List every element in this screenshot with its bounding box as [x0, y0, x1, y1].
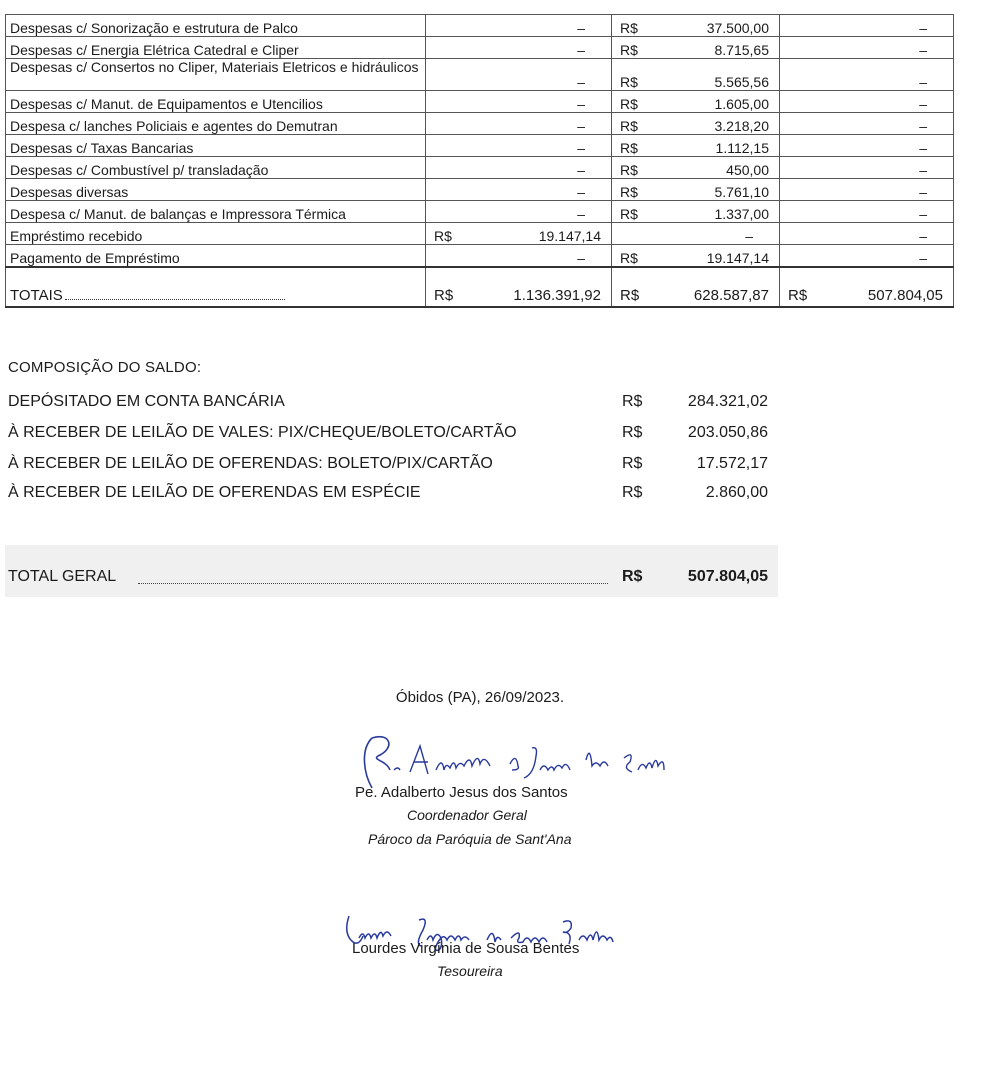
table-row	[6, 223, 954, 245]
ledger-cell-expenses	[612, 201, 780, 223]
amount: 1.337,00	[714, 206, 769, 222]
currency-symbol: R$	[434, 286, 454, 304]
ledger-cell-description: Despesas diversas	[6, 179, 426, 201]
ledger-cell-expenses	[612, 59, 780, 91]
currency-symbol: R$	[622, 484, 643, 501]
signer1-role: Coordenador Geral	[407, 807, 527, 823]
dash: –	[577, 74, 585, 90]
composition-row	[8, 484, 778, 506]
amount: 19.147,14	[538, 228, 601, 244]
amount: 5.565,56	[714, 74, 769, 90]
ledger-cell-expenses	[612, 91, 780, 113]
dash: –	[577, 96, 585, 112]
table-row	[6, 37, 954, 59]
signer2-role: Tesoureira	[437, 963, 503, 979]
composition-row	[8, 455, 778, 477]
totals-row	[6, 267, 954, 307]
ledger-cell-receipts	[426, 113, 612, 135]
composition-value: 17.572,17	[696, 455, 768, 472]
currency-symbol: R$	[620, 162, 638, 178]
ledger-cell-description: Despesa c/ lanches Policiais e agentes do Demutran	[6, 113, 426, 135]
total-geral-value: 507.804,05	[687, 568, 768, 585]
ledger-cell-description: Pagamento de Empréstimo	[6, 245, 426, 267]
table-row	[6, 201, 954, 223]
composition-value: 203.050,86	[687, 424, 768, 441]
ledger-cell-receipts	[426, 91, 612, 113]
dash: –	[919, 20, 927, 36]
ledger-cell-balance	[780, 223, 954, 245]
currency-symbol: R$	[622, 424, 643, 441]
dash: –	[577, 184, 585, 200]
ledger-cell-description: Empréstimo recebido	[6, 223, 426, 245]
ledger-cell-balance	[780, 135, 954, 157]
ledger-cell-receipts	[426, 15, 612, 37]
dash: –	[919, 184, 927, 200]
table-row	[6, 135, 954, 157]
amount: 450,00	[726, 162, 769, 178]
table-row	[6, 157, 954, 179]
ledger-cell-expenses	[612, 223, 780, 245]
dash: –	[577, 162, 585, 178]
table-row	[6, 59, 954, 91]
currency-symbol: R$	[620, 184, 638, 200]
signer1-role-secondary: Pároco da Paróquia de Sant'Ana	[368, 831, 572, 847]
table-row	[6, 91, 954, 113]
ledger-cell-expenses	[612, 15, 780, 37]
ledger-cell-balance	[780, 157, 954, 179]
dash: –	[919, 140, 927, 156]
ledger-cell-expenses	[612, 37, 780, 59]
currency-symbol: R$	[620, 20, 638, 36]
amount: 1.112,15	[715, 140, 769, 156]
leader-dots	[138, 583, 608, 584]
signer1-name: Pe. Adalberto Jesus dos Santos	[355, 784, 568, 801]
leader-dots	[65, 299, 285, 300]
amount: 3.218,20	[714, 118, 769, 134]
total-geral-label: TOTAL GERAL	[8, 568, 117, 585]
composition-value: 2.860,00	[705, 484, 768, 501]
ledger-cell-expenses	[612, 179, 780, 201]
amount: 5.761,10	[714, 184, 769, 200]
currency-symbol: R$	[620, 206, 638, 222]
composition-label: À RECEBER DE LEILÃO DE VALES: PIX/CHEQUE/BOLETO/CARTÃO	[8, 424, 517, 441]
table-row	[6, 245, 954, 267]
total-amount: 628.587,87	[693, 286, 769, 304]
composition-label: À RECEBER DE LEILÃO DE OFERENDAS: BOLETO/PIX/CARTÃO	[8, 455, 493, 472]
dash: –	[919, 42, 927, 58]
currency-symbol: R$	[620, 140, 638, 156]
amount: 8.715,65	[714, 42, 769, 58]
ledger-cell-expenses	[612, 113, 780, 135]
currency-symbol: R$	[620, 118, 638, 134]
ledger-cell-receipts	[426, 157, 612, 179]
dash: –	[745, 228, 753, 244]
dash: –	[577, 20, 585, 36]
totals-expenses	[612, 267, 780, 307]
total-amount: 507.804,05	[867, 286, 943, 304]
totals-label: TOTAIS	[10, 286, 63, 304]
dash: –	[577, 42, 585, 58]
currency-symbol: R$	[622, 393, 643, 410]
ledger-cell-balance	[780, 179, 954, 201]
place-date: Óbidos (PA), 26/09/2023.	[395, 689, 565, 706]
total-amount: 1.136.391,92	[513, 286, 601, 304]
dash: –	[577, 118, 585, 134]
totals-balance	[780, 267, 954, 307]
total-geral-currency: R$	[622, 568, 643, 585]
dash: –	[919, 249, 927, 266]
dash: –	[577, 206, 585, 222]
ledger-body	[6, 15, 954, 307]
signer2-name: Lourdes Virgínia de Sousa Bentes	[352, 940, 580, 957]
ledger-cell-receipts	[426, 223, 612, 245]
ledger-cell-receipts	[426, 245, 612, 267]
composition-label: À RECEBER DE LEILÃO DE OFERENDAS EM ESPÉCIE	[8, 484, 421, 501]
currency-symbol: R$	[788, 286, 808, 304]
ledger-cell-receipts	[426, 201, 612, 223]
table-row	[6, 179, 954, 201]
ledger-cell-balance	[780, 37, 954, 59]
ledger-cell-receipts	[426, 37, 612, 59]
currency-symbol: R$	[434, 228, 452, 244]
currency-symbol: R$	[620, 74, 638, 90]
ledger-cell-description: Despesas c/ Combustível p/ transladação	[6, 157, 426, 179]
dash: –	[919, 74, 927, 90]
composition-row	[8, 393, 778, 415]
composition-row	[8, 424, 778, 446]
ledger-cell-expenses	[612, 135, 780, 157]
dash: –	[919, 162, 927, 178]
table-row	[6, 113, 954, 135]
ledger-table	[5, 14, 954, 308]
dash: –	[919, 228, 927, 244]
signature-adalberto	[350, 730, 680, 792]
dash: –	[577, 249, 585, 266]
table-row	[6, 15, 954, 37]
amount: 1.605,00	[714, 96, 769, 112]
ledger-cell-description: Despesas c/ Manut. de Equipamentos e Utencilios	[6, 91, 426, 113]
ledger-cell-description: Despesas c/ Consertos no Cliper, Materiais Eletricos e hidráulicos	[6, 59, 426, 91]
dash: –	[919, 118, 927, 134]
amount: 19.147,14	[706, 249, 769, 266]
ledger-cell-expenses	[612, 157, 780, 179]
ledger-cell-description: Despesas c/ Energia Elétrica Catedral e Cliper	[6, 37, 426, 59]
ledger-cell-balance	[780, 59, 954, 91]
total-geral-row	[8, 568, 778, 590]
ledger-cell-description: Despesas c/ Sonorização e estrutura de Palco	[6, 15, 426, 37]
ledger-cell-balance	[780, 113, 954, 135]
dash: –	[919, 206, 927, 222]
composition-title: COMPOSIÇÃO DO SALDO:	[8, 359, 202, 376]
ledger-cell-balance	[780, 15, 954, 37]
dash: –	[919, 96, 927, 112]
composition-label: DEPÓSITADO EM CONTA BANCÁRIA	[8, 393, 285, 410]
currency-symbol: R$	[622, 455, 643, 472]
ledger-cell-receipts	[426, 135, 612, 157]
ledger-cell-receipts	[426, 59, 612, 91]
ledger-cell-description: Despesas c/ Taxas Bancarias	[6, 135, 426, 157]
ledger-cell-balance	[780, 91, 954, 113]
ledger-cell-balance	[780, 245, 954, 267]
ledger-cell-receipts	[426, 179, 612, 201]
composition-value: 284.321,02	[687, 393, 768, 410]
ledger-cell-balance	[780, 201, 954, 223]
totals-receipts	[426, 267, 612, 307]
currency-symbol: R$	[620, 42, 638, 58]
ledger-cell-description: Despesa c/ Manut. de balanças e Impressora Térmica	[6, 201, 426, 223]
currency-symbol: R$	[620, 286, 640, 304]
currency-symbol: R$	[620, 96, 638, 112]
totals-label-cell	[6, 267, 426, 307]
currency-symbol: R$	[620, 249, 638, 266]
dash: –	[577, 140, 585, 156]
ledger-cell-expenses	[612, 245, 780, 267]
amount: 37.500,00	[706, 20, 769, 36]
